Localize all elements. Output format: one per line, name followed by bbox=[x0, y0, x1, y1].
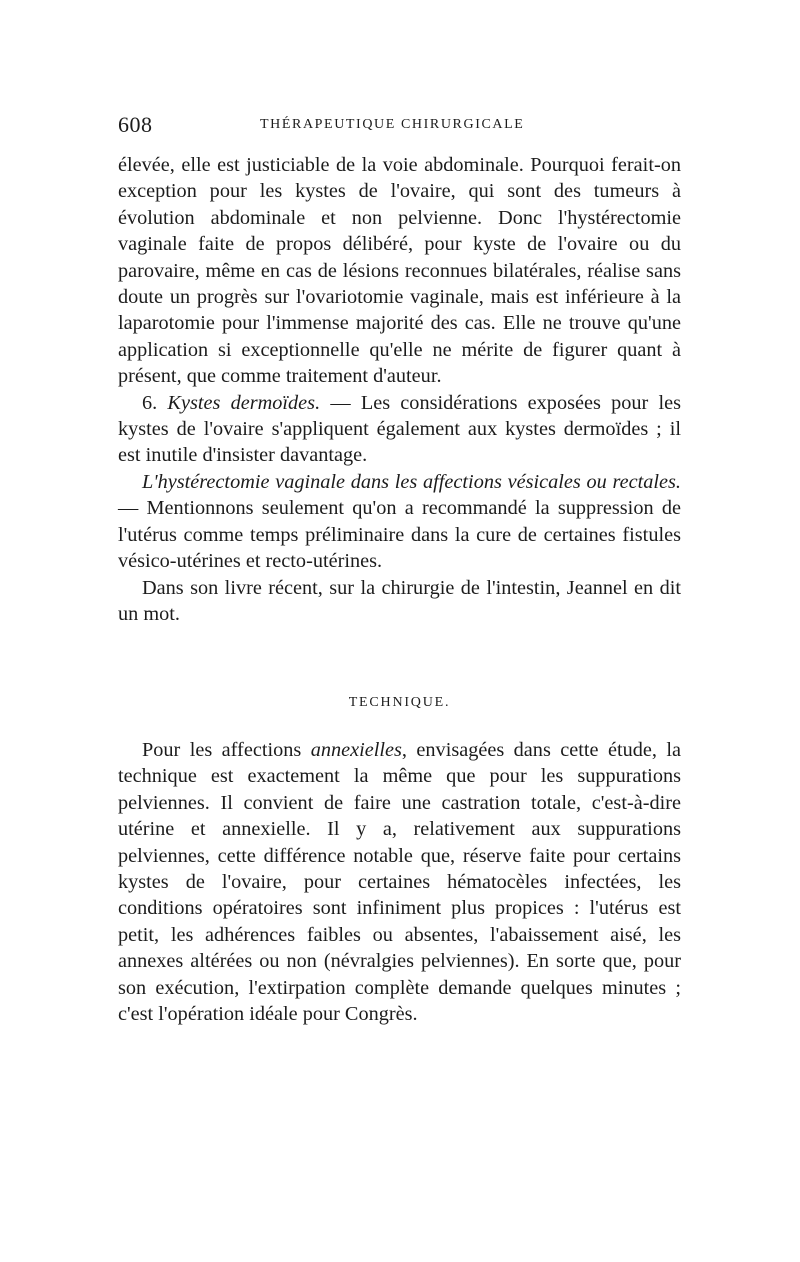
paragraph-text: — Les considérations exposées pour les kystes de l'ovaire s'appliquent également aux kystes dermoïdes ; il est inutile d'insister davantage. bbox=[118, 391, 681, 467]
paragraph-vesical-rectal bbox=[118, 469, 681, 575]
running-title: THÉRAPEUTIQUE CHIRURGICALE bbox=[260, 117, 525, 132]
paragraph-ovarian-cysts bbox=[118, 152, 681, 390]
paragraph-italic-heading: L'hystérectomie vaginale dans les affections vésicales ou rectales. bbox=[142, 470, 681, 493]
paragraph-text: — Mentionnons seulement qu'on a recommandé la suppression de l'utérus comme temps préliminaire dans la cure de certaines fistules vésico-utérines et recto-utérines. bbox=[118, 497, 681, 573]
paragraph-text: Dans son livre récent, sur la chirurgie de l'intestin, Jeannel en dit un mot. bbox=[118, 576, 681, 625]
body-text-technique bbox=[118, 737, 681, 1027]
running-head bbox=[118, 112, 678, 142]
page-number: 608 bbox=[118, 112, 153, 137]
paragraph-technique bbox=[118, 737, 681, 1027]
paragraph-italic-heading: Kystes dermoïdes. bbox=[167, 391, 321, 414]
body-text-upper bbox=[118, 152, 681, 627]
paragraph-text: élevée, elle est justiciable de la voie abdominale. Pourquoi ferait-on exception pour les kystes de l'ovaire, qui sont des tumeurs à évolution abdominale et non pelvienne. Donc l'hystérectomie vaginale faite de propos délibéré, pour kyste de l'ovaire ou du parovaire, même en cas de lésions reconnues bilatérales, réalise sans doute un progrès sur l'ovariotomie vaginale, mais est inférieure à la laparotomie pour l'immense majorité des cas. Elle ne trouve qu'une application si exceptionnelle qu'elle ne mérite de figurer quant à présent, que comme traitement d'auteur. bbox=[118, 154, 681, 388]
section-heading-technique: TECHNIQUE. bbox=[348, 695, 451, 710]
paragraph-text-after: , envisagées dans cette étude, la technique est exactement la même que pour les suppurations pelviennes. Il convient de faire une castration totale, c'est-à-dire utérine et annexielle. Il y a, relativement aux suppurations pelviennes, cette différence notable que, réserve faite pour certains kystes de l'ovaire, pour certaines hématocèles infectées, les conditions opératoires sont infiniment plus propices : l'utérus est petit, les adhérences faibles ou absentes, l'abaissement aisé, les annexes altérées ou non (névralgies pelviennes). En sorte que, pour son exécution, l'extirpation complète demande quelques minutes ; c'est l'opération idéale pour Congrès. bbox=[118, 739, 681, 1026]
paragraph-text-before: Pour les affections bbox=[142, 739, 311, 761]
paragraph-italic-term: annexielles bbox=[310, 739, 402, 761]
paragraph-dermoid-cysts bbox=[118, 390, 681, 469]
paragraph-number: 6. bbox=[142, 391, 158, 414]
paragraph-jeannel bbox=[118, 575, 681, 628]
